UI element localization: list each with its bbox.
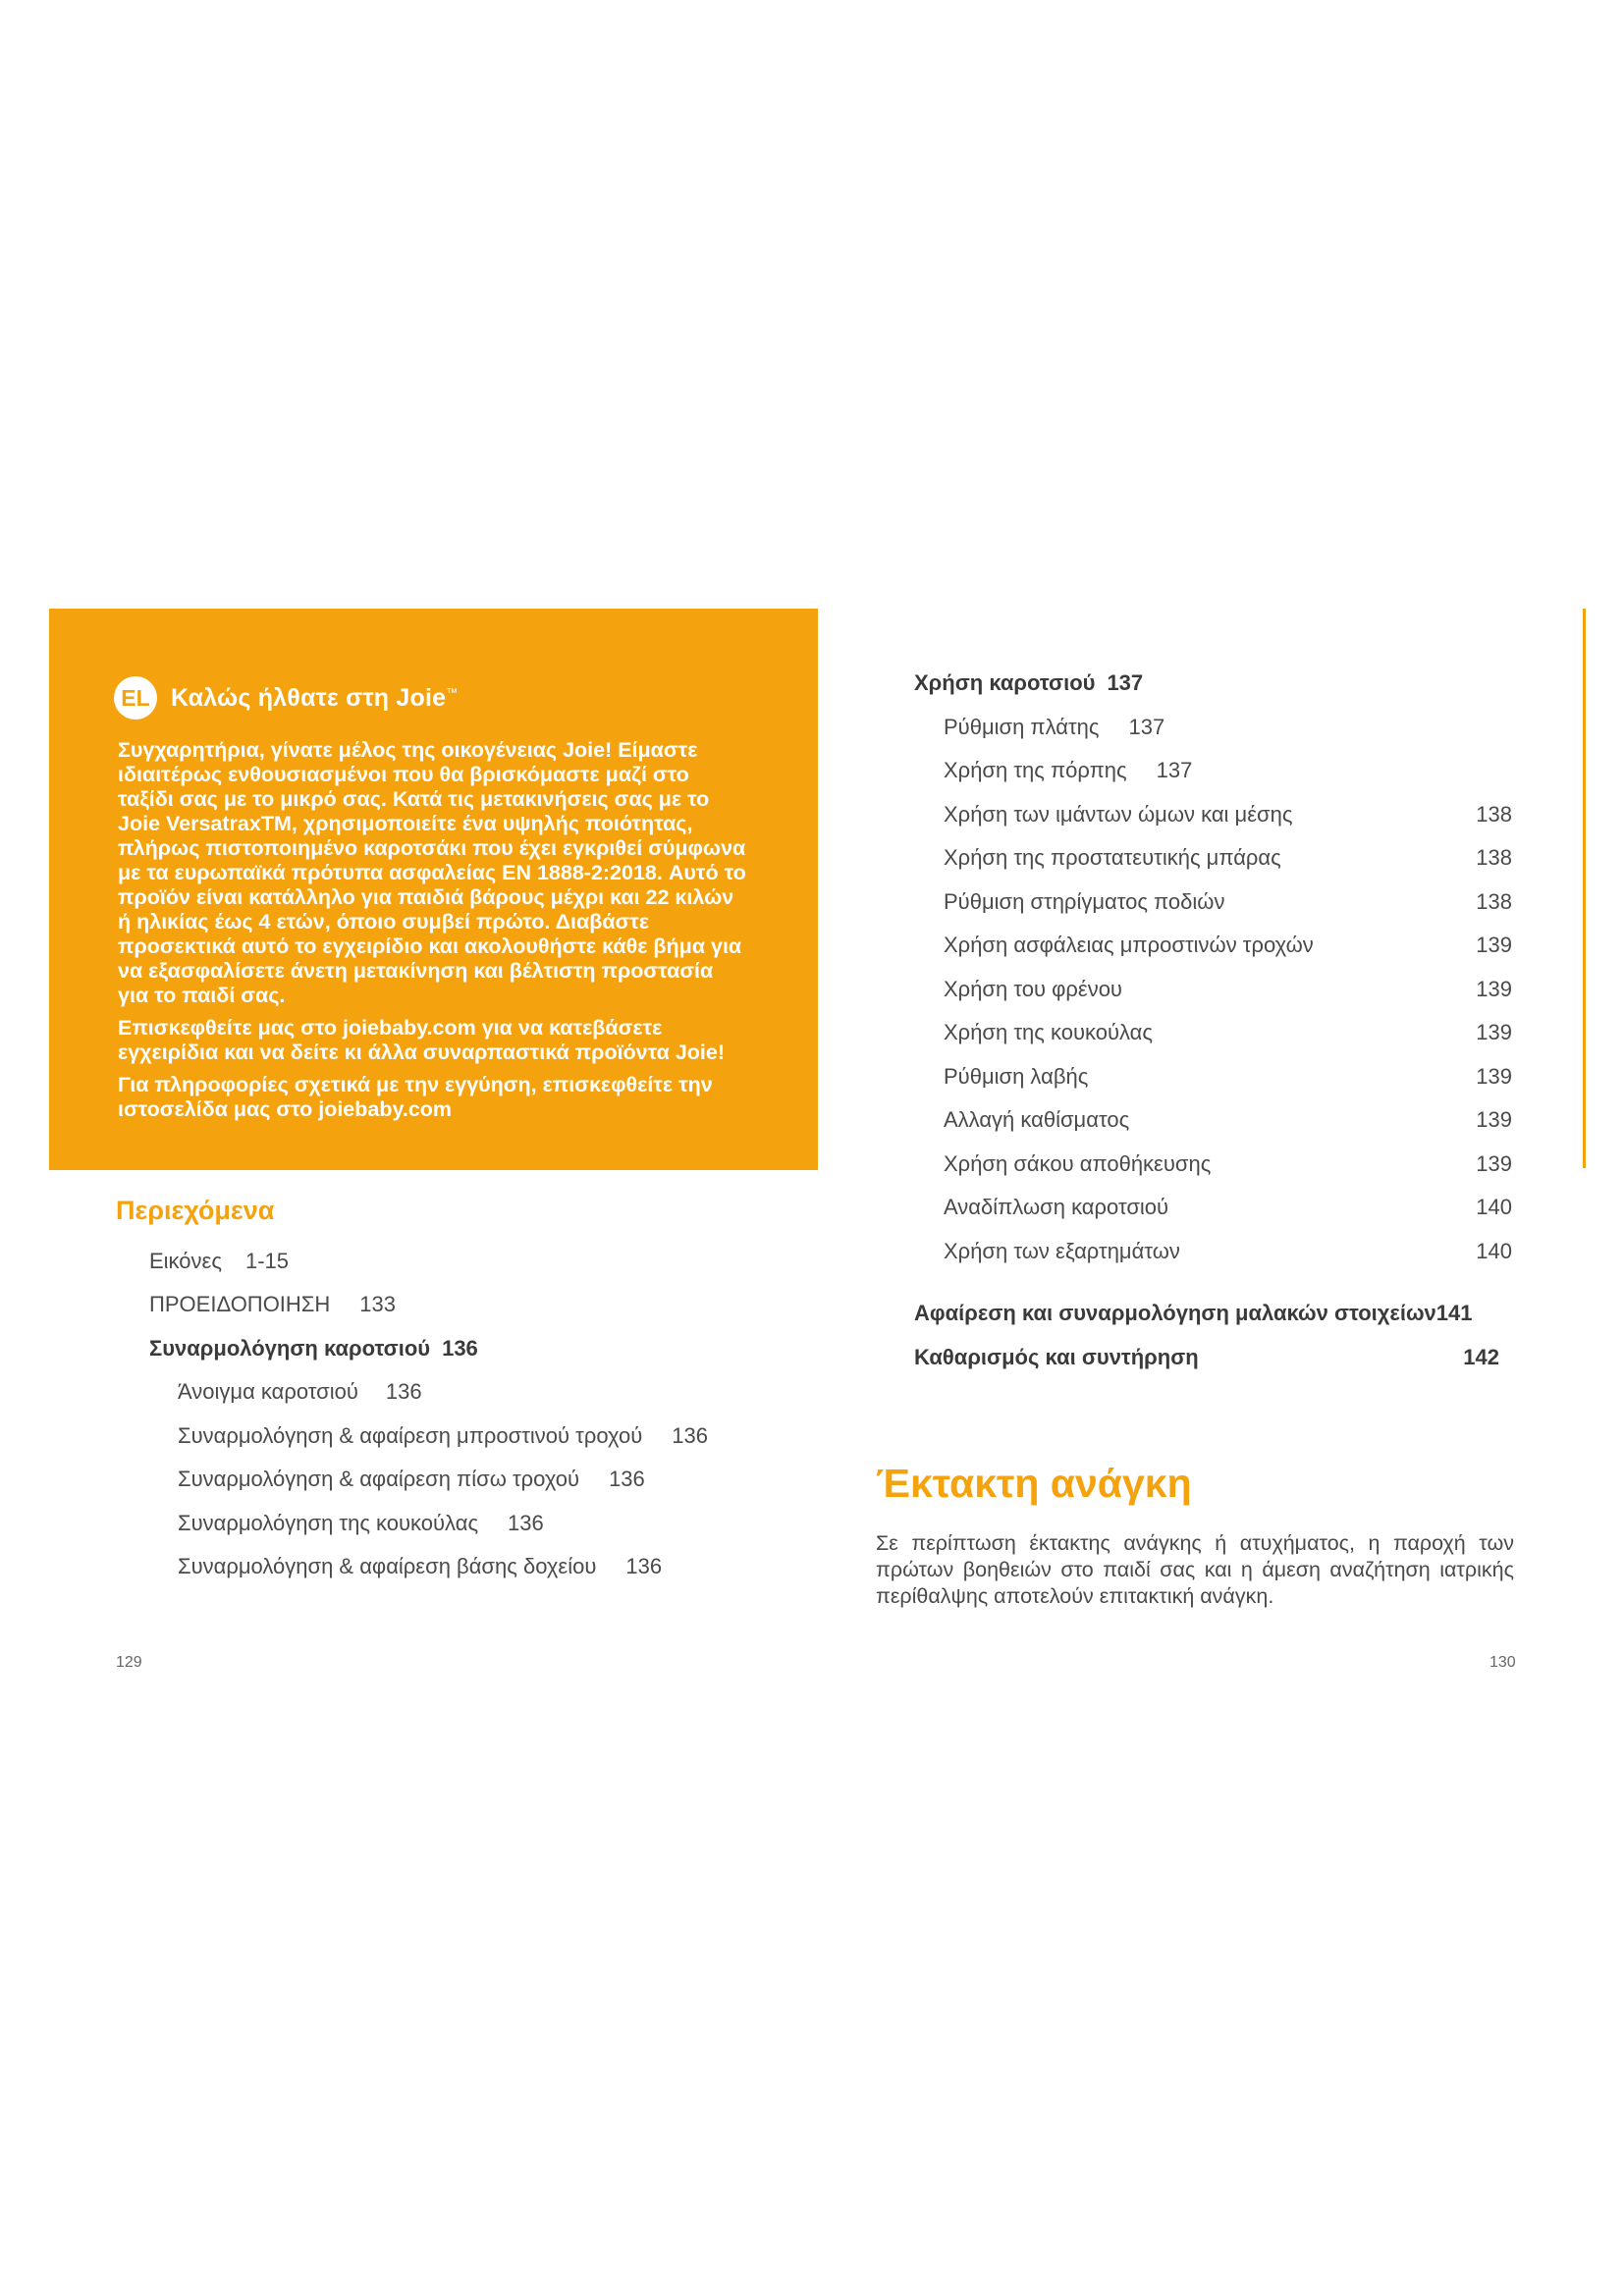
toc-entry: Χρήση της πόρπης 137 bbox=[944, 758, 1193, 782]
toc-entry: Ρύθμιση πλάτης 137 bbox=[944, 715, 1165, 739]
toc-entry: Χρήση του φρένου bbox=[944, 977, 1122, 1001]
toc-page-number: 138 bbox=[1476, 802, 1512, 827]
toc-page-number: 138 bbox=[1476, 889, 1512, 914]
toc-entry: Αναδίπλωση καροτσιού bbox=[944, 1195, 1169, 1219]
toc-page-number: 139 bbox=[1476, 977, 1512, 1001]
toc-entry: Συναρμολόγηση & αφαίρεση πίσω τροχού 136 bbox=[178, 1467, 645, 1491]
toc-entry: Χρήση της προστατευτικής μπάρας bbox=[944, 845, 1281, 870]
welcome-paragraph-intro: Συγχαρητήρια, γίνατε μέλος της οικογένειας Joie! Είμαστε ιδιαιτέρως ενθουσιασμένοι που θα βρισκόμαστε μαζί στο ταξίδι σας με το μικρό σας. Κατά τις μετακινήσεις σας με το Joie VersatraxTM, χρησιμοποιείτε ένα υψηλής ποιότητας, πλήρως πιστοποιημένο καροτσάκι που έχει εγκριθεί σύμφωνα με τα ευρωπαϊκά πρότυπα ασφαλείας EN 1888-2:2018. Αυτό το προϊόν είναι κατάλληλο για παιδιά βάρους μέχρι και 22 κιλών ή ηλικίας έως 4 ετών, όποιο συμβεί πρώτο. Διαβάστε προσεκτικά αυτό το εγχειρίδιο και ακολουθήστε κάθε βήμα για να εξασφαλίσετε άνετη μετακίνηση και βέλτιστη προστασία για το παιδί σας. bbox=[118, 738, 746, 1007]
welcome-paragraph-website: Επισκεφθείτε μας στο joiebaby.com για να κατεβάσετε εγχειρίδια και να δείτε κι άλλα συναρπαστικά προϊόντα Joie! bbox=[118, 1016, 726, 1064]
welcome-box bbox=[49, 609, 818, 1170]
emergency-body: Σε περίπτωση έκτακτης ανάγκης ή ατυχήματος, η παροχή των πρώτων βοηθειών στο παιδί σας και η άμεση αναζήτηση ιατρικής περίθαλψης αποτελούν επιτακτική ανάγκη. bbox=[876, 1531, 1514, 1608]
toc-page-number: 138 bbox=[1476, 845, 1512, 870]
toc-page-number: 139 bbox=[1476, 1151, 1512, 1176]
toc-entry: Συναρμολόγηση της κουκούλας 136 bbox=[178, 1511, 544, 1535]
page-number-left: 129 bbox=[116, 1654, 142, 1671]
welcome-title: Καλώς ήλθατε στη Joie™ bbox=[171, 683, 459, 712]
emergency-heading: Έκτακτη ανάγκη bbox=[876, 1461, 1192, 1506]
language-badge: EL bbox=[114, 676, 157, 720]
toc-section-entry: Συναρμολόγηση καροτσιού 136 bbox=[149, 1336, 478, 1361]
toc-entry: Εικόνες 1-15 bbox=[149, 1249, 289, 1273]
page-edge-rule bbox=[1583, 609, 1586, 1168]
toc-entry: Χρήση ασφάλειας μπροστινών τροχών bbox=[944, 933, 1314, 957]
toc-entry: Ρύθμιση στηρίγματος ποδιών bbox=[944, 889, 1225, 914]
toc-page-number: 142 bbox=[1463, 1345, 1499, 1369]
toc-page-number: 139 bbox=[1476, 1107, 1512, 1132]
toc-entry: Χρήση σάκου αποθήκευσης bbox=[944, 1151, 1212, 1176]
page-number-right: 130 bbox=[1489, 1654, 1516, 1671]
contents-heading: Περιεχόμενα bbox=[116, 1196, 275, 1225]
toc-page-number: 139 bbox=[1476, 1020, 1512, 1044]
toc-page-number: 139 bbox=[1476, 933, 1512, 957]
toc-entry: Αλλαγή καθίσματος bbox=[944, 1107, 1130, 1132]
toc-section-entry: Αφαίρεση και συναρμολόγηση μαλακών στοιχείων141 bbox=[914, 1301, 1473, 1325]
toc-entry: Άνοιγμα καροτσιού 136 bbox=[178, 1379, 422, 1404]
toc-page-number: 139 bbox=[1476, 1064, 1512, 1089]
welcome-paragraph-warranty: Για πληροφορίες σχετικά με την εγγύηση, επισκεφθείτε την ιστοσελίδα μας στο joiebaby.com bbox=[118, 1073, 713, 1121]
toc-entry: Ρύθμιση λαβής bbox=[944, 1064, 1089, 1089]
toc-page-number: 140 bbox=[1476, 1195, 1512, 1219]
toc-section-entry: Καθαρισμός και συντήρηση bbox=[914, 1345, 1199, 1369]
toc-entry: Συναρμολόγηση & αφαίρεση βάσης δοχείου 136 bbox=[178, 1554, 663, 1578]
toc-page-number: 140 bbox=[1476, 1239, 1512, 1263]
toc-entry: Συναρμολόγηση & αφαίρεση μπροστινού τροχού 136 bbox=[178, 1423, 708, 1448]
toc-entry: Χρήση των εξαρτημάτων bbox=[944, 1239, 1180, 1263]
welcome-heading bbox=[114, 673, 749, 722]
toc-entry: ΠΡΟΕΙΔΟΠΟΙΗΣΗ 133 bbox=[149, 1292, 397, 1316]
toc-entry: Χρήση των ιμάντων ώμων και μέσης bbox=[944, 802, 1293, 827]
toc-section-entry: Χρήση καροτσιού 137 bbox=[914, 670, 1144, 695]
toc-entry: Χρήση της κουκούλας bbox=[944, 1020, 1153, 1044]
